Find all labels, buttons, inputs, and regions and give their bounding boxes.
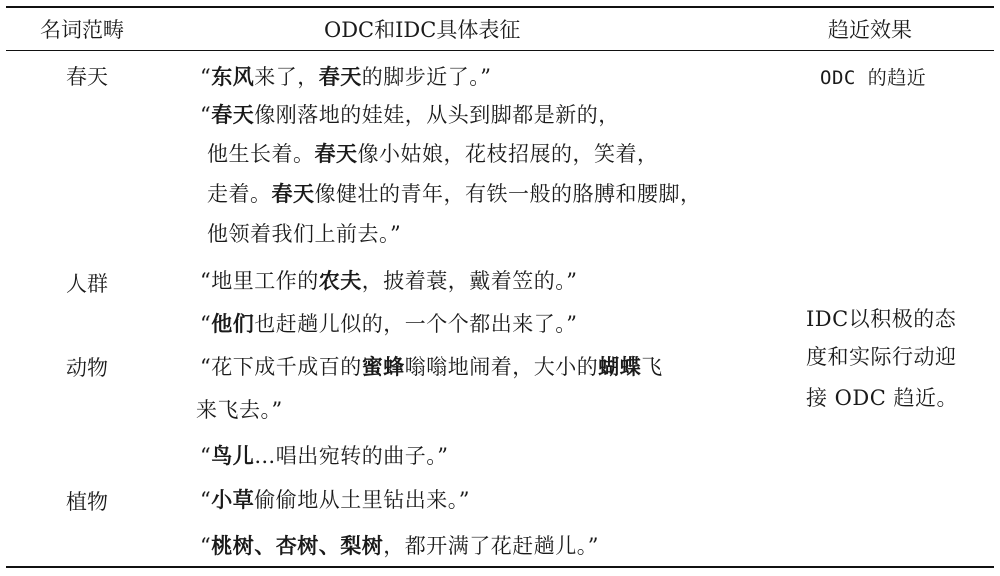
bold-term: 春天 xyxy=(211,102,255,127)
text-segment: …唱出宛转的曲子。” xyxy=(254,444,449,468)
category-plants: 植物 xyxy=(66,490,108,514)
bold-term: 蝴蝶 xyxy=(598,354,642,379)
example-line xyxy=(200,530,599,560)
text-segment: “花下成千成百的 xyxy=(200,355,362,379)
bold-term: 农夫 xyxy=(318,268,362,293)
table-top-rule xyxy=(6,6,994,8)
text-segment: 他领着我们上前去。” xyxy=(207,222,402,246)
text-segment: ，都开满了花赶趟儿。” xyxy=(383,534,599,558)
bold-term: 他们 xyxy=(211,311,255,336)
text-segment: 走着。 xyxy=(207,182,272,206)
category-spring: 春天 xyxy=(66,65,108,89)
effect-odc-text: ODC 的趋近 xyxy=(820,67,927,89)
category-animals: 动物 xyxy=(66,356,108,380)
table-header-rule xyxy=(6,50,994,51)
text-segment: 的脚步近了。” xyxy=(361,65,492,89)
example-line xyxy=(200,265,578,295)
text-segment: 来飞去。” xyxy=(196,398,283,422)
bold-term: 桃树、杏树、梨树 xyxy=(211,533,384,558)
text-segment: “ xyxy=(200,444,212,468)
effect-idc-line-2: 度和实际行动迎 xyxy=(806,345,957,369)
effect-idc-line-1: IDC以积极的态 xyxy=(806,307,957,331)
example-line xyxy=(207,178,702,208)
text-segment: 偷偷地从土里钻出来。” xyxy=(254,488,470,512)
text-segment: “地里工作的 xyxy=(200,269,319,293)
example-line xyxy=(207,138,659,168)
bold-term: 春天 xyxy=(271,181,315,206)
example-line xyxy=(200,484,470,514)
text-segment: “ xyxy=(200,103,212,127)
text-segment: 像刚落地的娃娃，从头到脚都是新的， xyxy=(254,103,620,127)
bold-term: 蜜蜂 xyxy=(361,354,405,379)
example-line xyxy=(200,308,578,338)
bold-term: 春天 xyxy=(314,141,358,166)
bold-term: 东风 xyxy=(211,64,255,89)
bold-term: 春天 xyxy=(318,64,362,89)
text-segment: 嗡嗡地闹着，大小的 xyxy=(404,355,599,379)
text-segment: 像健壮的青年，有铁一般的胳膊和腰脚， xyxy=(314,182,702,206)
effect-odc xyxy=(820,63,926,90)
text-segment: “ xyxy=(200,65,212,89)
bold-term: 鸟儿 xyxy=(211,443,255,468)
effect-idc-line-3: 接 ODC 趋近。 xyxy=(806,386,958,410)
header-features: ODC和IDC具体表征 xyxy=(324,18,521,42)
text-segment: “ xyxy=(200,534,212,558)
example-line xyxy=(200,351,663,381)
category-people: 人群 xyxy=(66,272,108,296)
example-line xyxy=(200,61,492,91)
text-segment: 来了， xyxy=(254,65,319,89)
bold-term: 小草 xyxy=(211,487,255,512)
example-line xyxy=(200,99,620,129)
table-bottom-rule xyxy=(6,566,994,568)
text-segment: 飞 xyxy=(641,355,663,379)
text-segment: ，披着蓑，戴着笠的。” xyxy=(361,269,578,293)
example-line xyxy=(200,440,449,470)
header-effect: 趋近效果 xyxy=(828,18,912,42)
text-segment: “ xyxy=(200,488,212,512)
text-segment: 像小姑娘，花枝招展的，笑着， xyxy=(357,142,659,166)
text-segment: 他生长着。 xyxy=(207,142,315,166)
text-segment: “ xyxy=(200,312,212,336)
example-line xyxy=(207,218,401,248)
example-line xyxy=(196,394,283,424)
header-category: 名词范畴 xyxy=(40,18,124,42)
text-segment: 也赶趟儿似的，一个个都出来了。” xyxy=(254,312,578,336)
